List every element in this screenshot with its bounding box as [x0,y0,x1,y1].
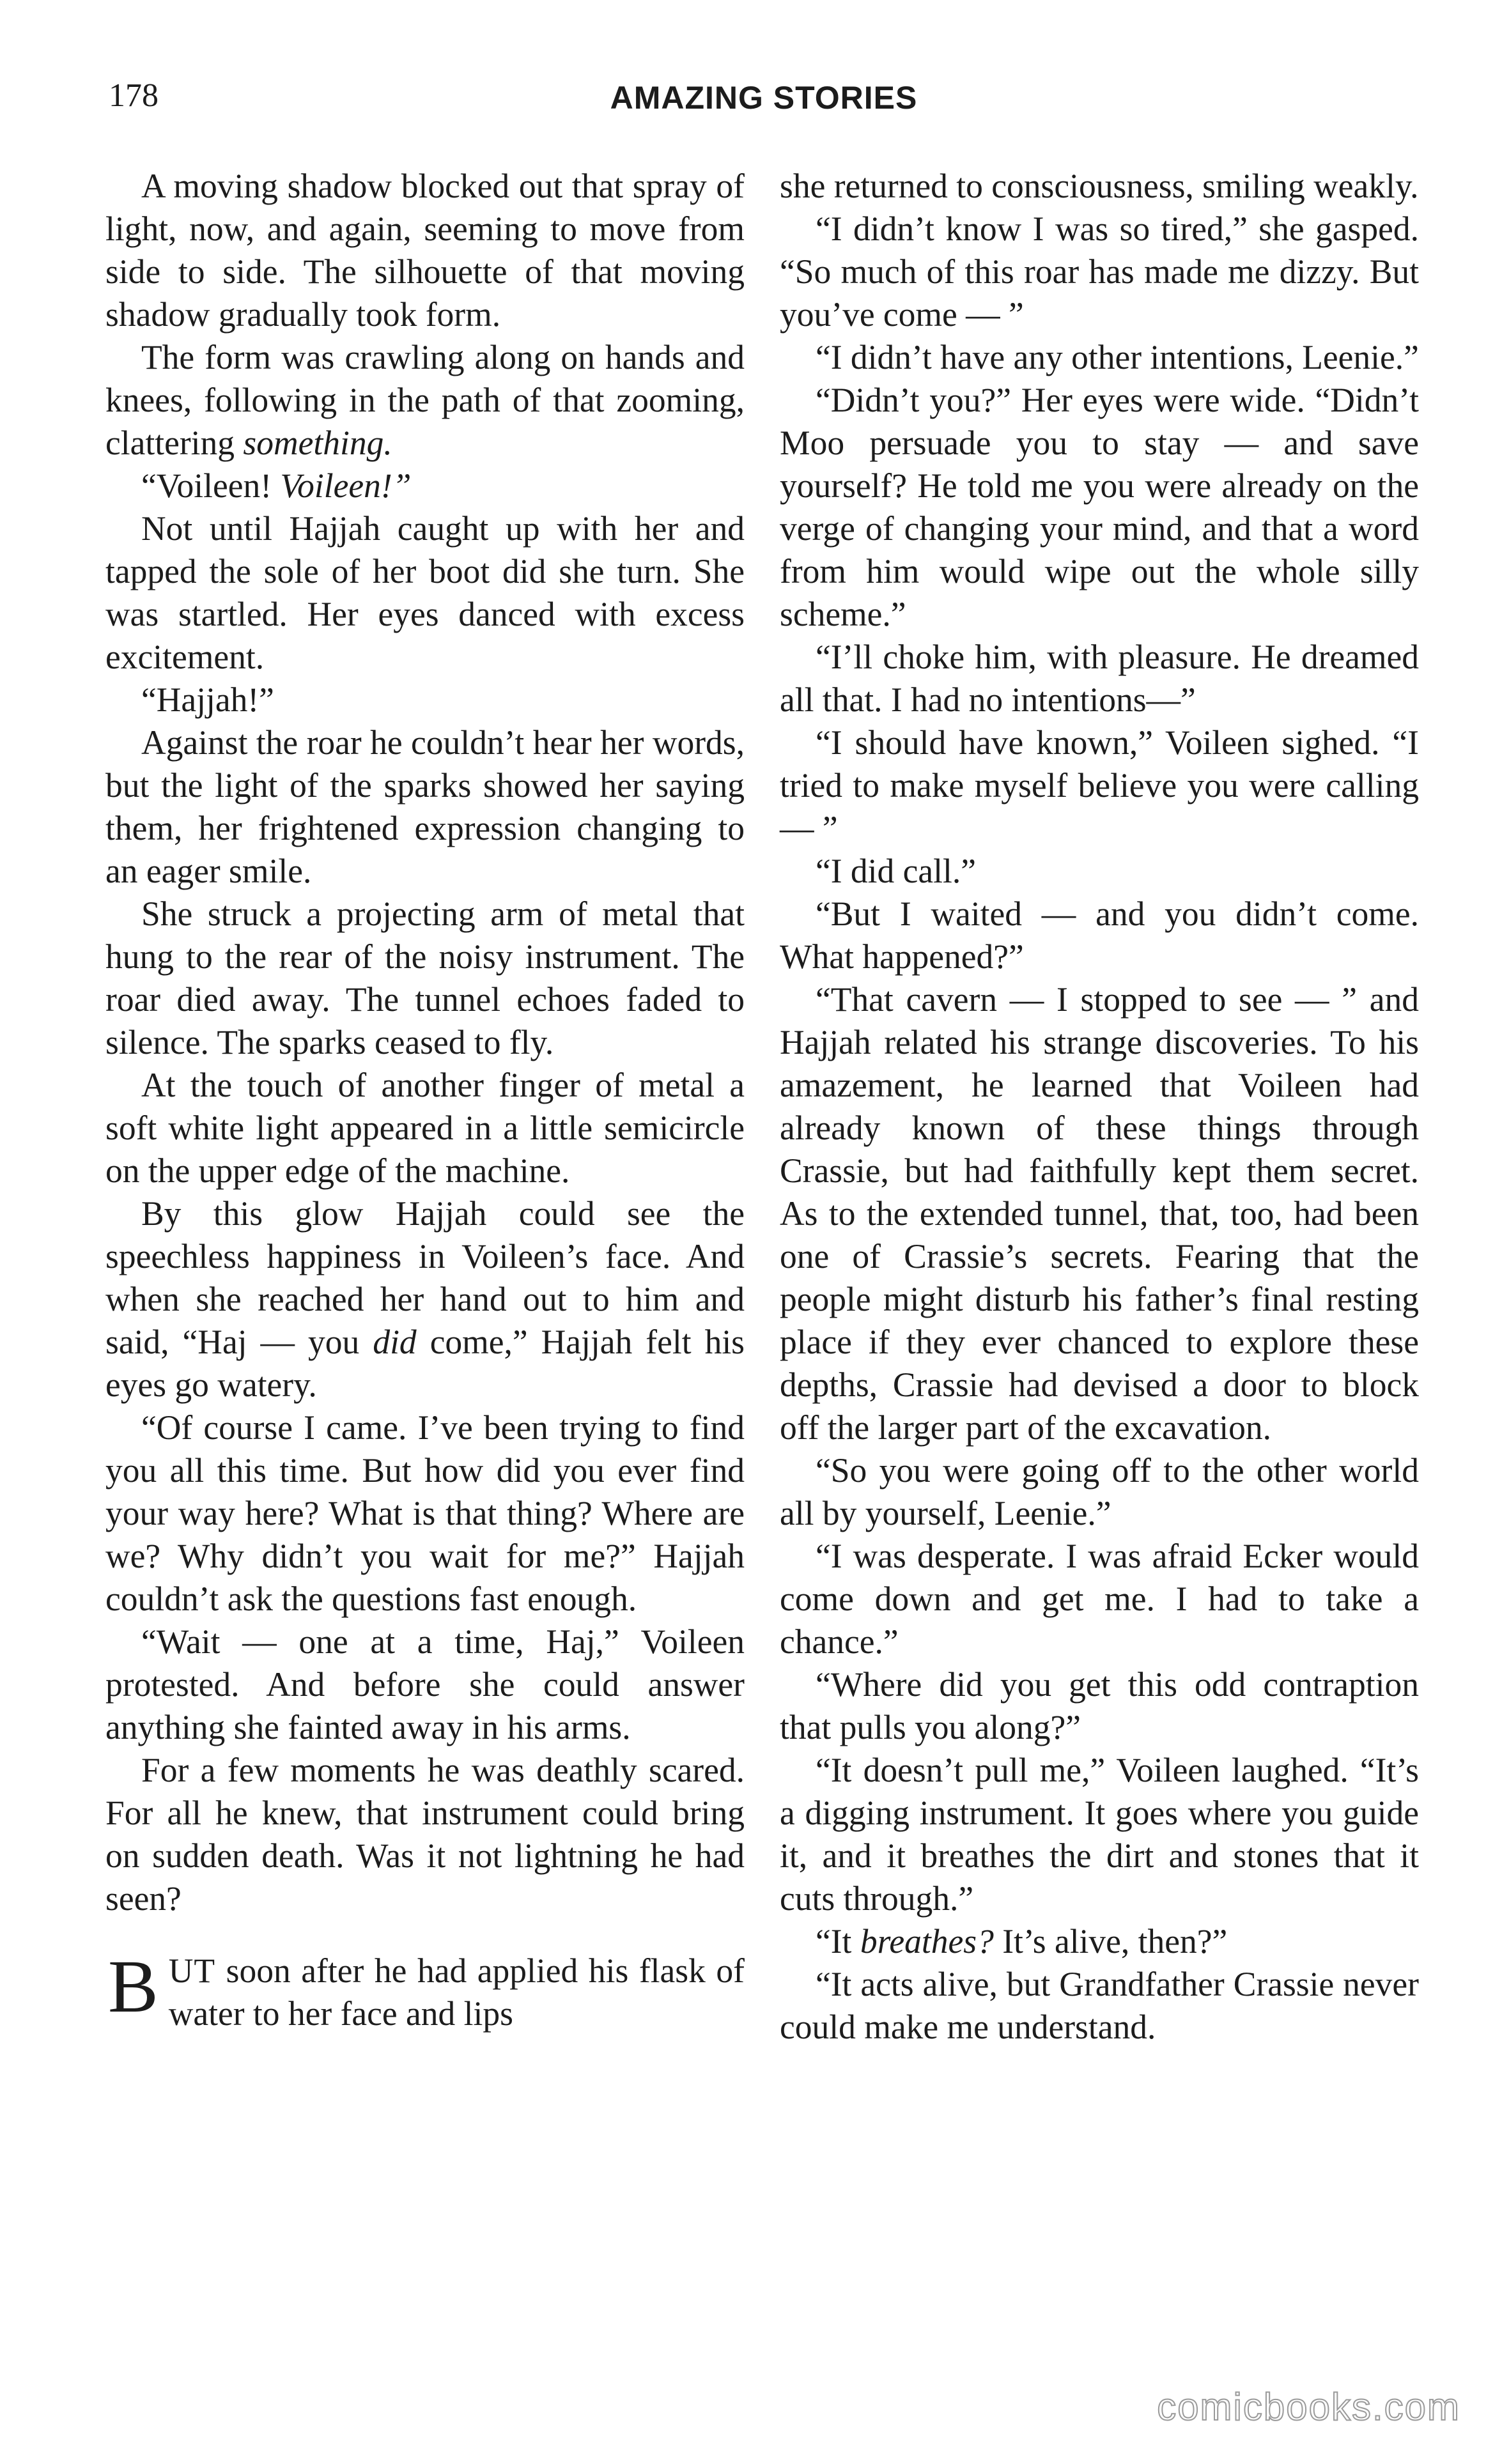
paragraph: “I did call.” [816,852,977,890]
watermark: comicbooks.com [1157,2385,1460,2428]
paragraph: At the touch of another finger of metal a soft white light appeared in a little semicircle on the upper edge of the machine. [105,1066,745,1190]
paragraph: “I didn’t know I was so tired,” she gasped. “So much of this roar has made me dizzy. But you’ve come — ” [780,210,1419,334]
paragraph: “Hajjah!” [141,681,274,719]
paragraph: “I was desperate. I was afraid Ecker would come down and get me. I had to take a chance.” [780,1537,1419,1661]
section-opening-paragraph: BUT soon after he had applied his flask of water to her face and lips [108,1944,745,2033]
paragraph: Not until Hajjah caught up with her and tapped the sole of her boot did she turn. She was startled. Her eyes danced with excess excitement. [105,509,745,676]
page-header [102,77,1425,128]
paragraph: “So you were going off to the other world all by yourself, Leenie.” [780,1451,1419,1532]
paragraph: “Of course I came. I’ve been trying to find you all this time. But how did you ever find your way here? What is that thing? Where are we? Why didn’t you wait for me?” Hajjah couldn’t ask the questions fast enough. [105,1408,745,1618]
paragraph: she returned to consciousness, smiling weakly. [780,167,1419,205]
paragraph: “It doesn’t pull me,” Voileen laughed. “It’s a digging instrument. It goes where you guide it, and it breathes the dirt and stones that it cuts through.” [780,1751,1419,1918]
paragraph: “I’ll choke him, with pleasure. He dreamed all that. I had no intentions—” [780,638,1419,719]
running-head: AMAZING STORIES [610,80,918,116]
paragraph: “But I waited — and you didn’t come. What happened?” [780,895,1419,976]
paragraph: “It acts alive, but Grandfather Crassie never could make me understand. [780,1965,1419,2046]
paragraph: “That cavern — I stopped to see — ” and Hajjah related his strange discoveries. To his amazement, he learned that Voileen had already known of these things through Crassie, but had faithfully kept them secret. As to the extended tunnel, that, too, had been one of Crassie’s secrets. Fearing that the people might disturb his father’s final resting place if they ever chanced to explore these depths, Crassie had devised a door to block off the larger part of the excavation. [780,980,1419,1447]
right-column [780,165,1419,2049]
paragraph: “It breathes? It’s alive, then?” [816,1922,1228,1960]
paragraph: “I didn’t have any other intentions, Leenie.” [816,338,1419,376]
drop-cap: B [108,1944,159,2028]
page-number: 178 [109,77,159,114]
paragraph: “I should have known,” Voileen sighed. “I tried to make myself believe you were calling — ” [780,723,1419,847]
paragraph: She struck a projecting arm of metal that hung to the rear of the noisy instrument. The roar died away. The tunnel echoes faded to silence. The sparks ceased to fly. [105,895,745,1061]
paragraph: “Wait — one at a time, Haj,” Voileen protested. And before she could answer anything she fainted away in his arms. [105,1622,745,1746]
paragraph: Against the roar he couldn’t hear her words, but the light of the sparks showed her saying them, her frightened expression changing to an eager smile. [105,723,745,890]
paragraph: “Didn’t you?” Her eyes were wide. “Didn’t Moo persuade you to stay — and save yourself? He told me you were already on the verge of changing your mind, and that a word from him would wipe out the whole silly scheme.” [780,381,1419,633]
paragraph: “Voileen! Voileen!” [141,466,412,505]
paragraph: For a few moments he was deathly scared. For all he knew, that instrument could bring on sudden death. Was it not lightning he had seen? [105,1751,745,1918]
left-column [105,165,745,2035]
paragraph: By this glow Hajjah could see the speechless happiness in Voileen’s face. And when she reached her hand out to him and said, “Haj — you did come,” Hajjah felt his eyes go watery. [105,1194,745,1404]
paragraph: “Where did you get this odd contraption that pulls you along?” [780,1665,1419,1746]
paragraph: A moving shadow blocked out that spray of light, now, and again, seeming to move from side to side. The silhouette of that moving shadow gradually took form. [105,167,745,334]
paragraph: The form was crawling along on hands and knees, following in the path of that zooming, clattering something. [105,338,745,462]
